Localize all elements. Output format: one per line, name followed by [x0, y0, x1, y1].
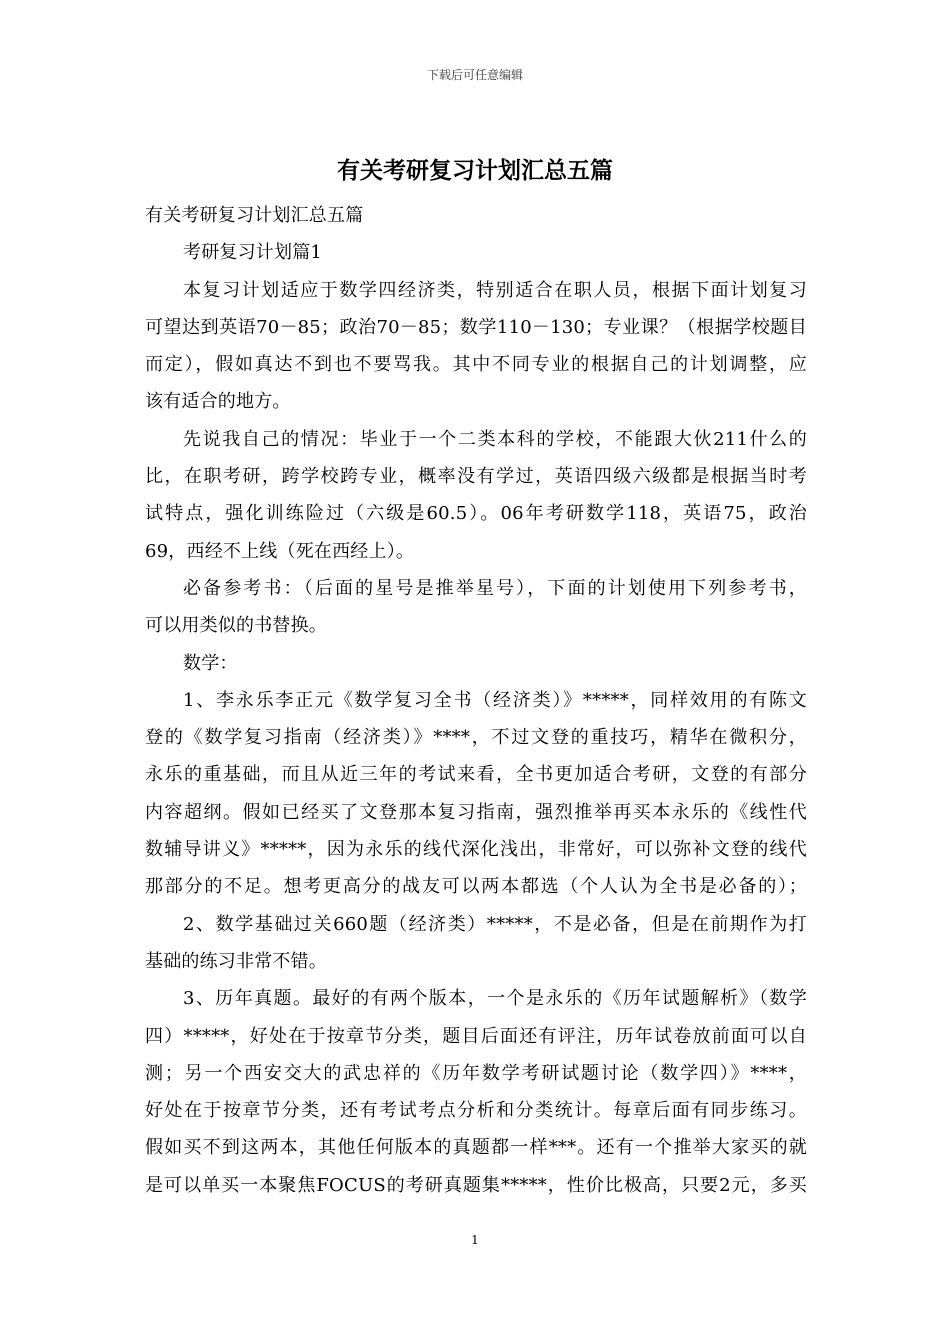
text-line: 可望达到英语70－85；政治70－85；数学110－130；专业课？（根据学校题目	[145, 316, 807, 338]
text-line: 内容超纲。假如已经买了文登那本复习指南，强烈推举再买本永乐的《线性代	[145, 801, 807, 823]
header-note: 下载后可任意编辑	[426, 68, 523, 82]
text-line: 本复习计划适应于数学四经济类，特别适合在职人员，根据下面计划复习	[183, 279, 807, 301]
text-line: 考研复习计划篇1	[183, 242, 323, 264]
text-line: 那部分的不足。想考更高分的战友可以两本都选（个人认为全书是必备的）；	[145, 876, 807, 898]
text-line: 而定），假如真达不到也不要骂我。其中不同专业的根据自己的计划调整，应	[145, 354, 807, 376]
text-line: 是可以单买一本聚焦FOCUS的考研真题集*****，性价比极高，只要2元，多买	[145, 1174, 807, 1196]
text-line: 69，西经不上线（死在西经上）。	[145, 540, 415, 562]
text-line: 3、历年真题。最好的有两个版本，一个是永乐的《历年试题解析》（数学	[183, 988, 807, 1010]
text-line: 数学：	[183, 652, 238, 674]
text-line: 数辅导讲义》*****，因为永乐的线代深化浅出，非常好，可以弥补文登的线代	[145, 839, 807, 861]
text-line: 好处在于按章节分类，还有考试考点分析和分类统计。每章后面有同步练习。	[145, 1100, 807, 1122]
text-line: 测；另一个西安交大的武忠祥的《历年数学考研试题讨论（数学四）》****，	[145, 1062, 807, 1084]
text-line: 永乐的重基础，而且从近三年的考试来看，全书更加适合考研，文登的有部分	[145, 764, 807, 786]
text-line: 1、李永乐李正元《数学复习全书（经济类）》*****，同样效用的有陈文	[183, 689, 807, 711]
text-line: 四）*****，好处在于按章节分类，题目后面还有评注，历年试卷放前面可以自	[145, 1025, 807, 1047]
text-line: 基础的练习非常不错。	[145, 950, 327, 972]
document-body	[145, 197, 807, 1204]
page-number: 1	[471, 1233, 479, 1247]
text-line: 假如买不到这两本，其他任何版本的真题都一样***。还有一个推举大家买的就	[145, 1137, 807, 1159]
text-line: 2、数学基础过关660题（经济类）*****，不是必备，但是在前期作为打	[183, 913, 807, 935]
text-line: 可以用类似的书替换。	[145, 615, 327, 637]
text-line: 试特点，强化训练险过（六级是60.5）。06年考研数学118，英语75，政治	[145, 503, 807, 525]
text-line: 登的《数学复习指南（经济类）》****，不过文登的重技巧，精华在微积分，	[145, 727, 807, 749]
text-line: 有关考研复习计划汇总五篇	[145, 205, 364, 226]
document-title: 有关考研复习计划汇总五篇	[337, 157, 613, 184]
text-line: 先说我自己的情况：毕业于一个二类本科的学校，不能跟大伙211什么的	[183, 428, 807, 450]
text-line: 该有适合的地方。	[145, 391, 291, 413]
text-line: 比，在职考研，跨学校跨专业，概率没有学过，英语四级六级都是根据当时考	[145, 466, 807, 488]
text-line: 必备参考书：（后面的星号是推举星号），下面的计划使用下列参考书，	[183, 577, 807, 599]
